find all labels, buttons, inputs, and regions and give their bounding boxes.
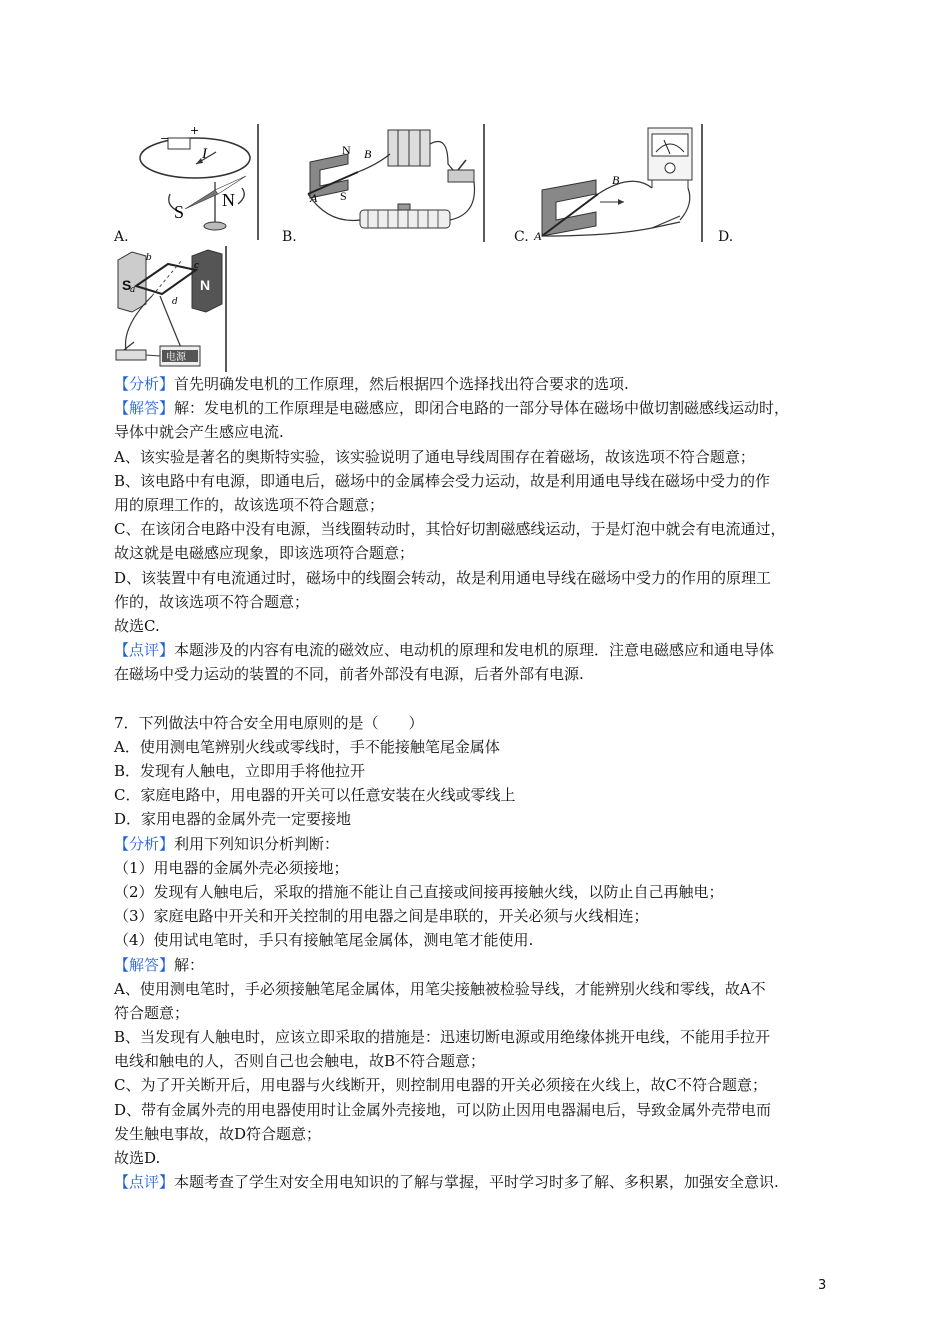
page-number: 3	[818, 1278, 827, 1293]
section-gap	[114, 686, 854, 710]
figure-b-a-label: A	[310, 191, 318, 205]
figure-b-label: B.	[282, 229, 297, 245]
q6-option-d-explanation-2: 作的，故该选项不符合题意；	[114, 592, 310, 611]
q7-comment-text: 本题考查了学生对安全用电知识的了解与掌握，平时学习时多了解、多积累，加强安全意识.	[174, 1173, 779, 1192]
q6-answer-line-1	[114, 396, 854, 420]
q6-answer-text-1: 解：发电机的工作原理是电磁感应，即闭合电路的一部分导体在磁场中做切割磁感线运动时，	[174, 399, 790, 418]
q7-option-d-explanation-2: 发生触电事故，故D符合题意；	[114, 1124, 322, 1143]
q6-option-d-explanation-1: D、该装置中有电流通过时，磁场中的线圈会转动，故是利用通电导线在磁场中受力的作用的原理工	[114, 568, 772, 587]
q6-option-c-explanation-2: 故这就是电磁感应现象，即该选项符合题意；	[114, 544, 415, 563]
figure-a-plus-label: +	[190, 124, 200, 137]
figure-a-current-label: I	[202, 146, 207, 162]
q6-option-b-explanation-1: B、该电路中有电源，即通电后，磁场中的金属棒会受力运动，故是利用通电导线在磁场中受力的作	[114, 471, 771, 490]
q6-analysis-tag: 【分析】	[114, 375, 175, 393]
q7-choice: 故选D.	[114, 1149, 161, 1167]
figure-a-minus-label: −	[160, 132, 170, 145]
q6-option-a-explanation: A、该实验是著名的奥斯特实验，该实验说明了通电导线周围存在着磁场，故该选项不符合题意；	[114, 447, 755, 466]
figure-d-n-label: N	[200, 277, 211, 293]
q7-option-c-explanation: C、为了开关断开后，用电器与火线断开，则控制用电器的开关必须接在火线上，故C不符合题意；	[114, 1076, 767, 1095]
q7-analysis-text: 利用下列知识分析判断：	[174, 834, 340, 853]
q6-choice: 故选C.	[114, 616, 160, 635]
q6-option-c-explanation-1: C、在该闭合电路中没有电源，当线圈转动时，其恰好切割磁感线运动，于是灯泡中就会有电流通过，	[114, 520, 786, 539]
q7-option-b-explanation-1: B、当发现有人触电时，应该立即采取的措施是：迅速切断电源或用绝缘体挑开电线，不能用手拉开	[114, 1028, 771, 1047]
q7-comment	[114, 1170, 854, 1194]
q6-comment-tag: 【点评】	[114, 641, 175, 660]
q6-analysis	[114, 372, 854, 396]
figure-a-n-label: N	[222, 190, 235, 210]
q7-comment-tag: 【点评】	[114, 1173, 175, 1192]
figure-a-s-label: S	[174, 202, 185, 222]
q6-answer-tag: 【解答】	[114, 399, 175, 418]
figure-d-label: D.	[718, 229, 734, 245]
q7-option-a-explanation-2: 符合题意；	[114, 1003, 190, 1022]
q7-point-2: （2）发现有人触电后，采取的措施不能让自己直接或间接再接触火线，以防止自己再触电；	[114, 882, 724, 901]
solution-text	[114, 372, 854, 1194]
q7-answer	[114, 953, 854, 977]
q6-analysis-text: 首先明确发电机的工作原理，然后根据四个选择找出符合要求的选项.	[174, 375, 629, 393]
figure-d-power-label: 电源	[166, 352, 186, 363]
figure-d-a-label: a	[130, 285, 136, 295]
figure-d-s-label: S	[122, 277, 132, 293]
q7-point-4: （4）使用试电笔时，手只有接触笔尾金属体，测电笔才能使用.	[114, 931, 534, 950]
figure-a-oersted	[130, 124, 268, 240]
q7-option-d-explanation-1: D、带有金属外壳的用电器使用时让金属外壳接地，可以防止因用电器漏电后，导致金属外壳带电而	[114, 1100, 772, 1119]
figure-c-a-label: A	[534, 229, 542, 242]
q7-point-3: （3）家庭电路中开关和开关控制的用电器之间是串联的，开关必须与火线相连；	[114, 907, 649, 926]
q7-option-d: D．家用电器的金属外壳一定要接地	[114, 810, 352, 829]
figure-b-n-label: N	[342, 143, 351, 157]
q7-analysis	[114, 832, 854, 856]
q7-option-b-explanation-2: 电线和触电的人，否则自己也会触电，故B不符合题意；	[114, 1052, 486, 1071]
q7-option-a: A．使用测电笔辨别火线或零线时，手不能接触笔尾金属体	[114, 737, 500, 756]
q7-analysis-tag: 【分析】	[114, 834, 175, 853]
q6-comment-text-1: 本题涉及的内容有电流的磁效应、电动机的原理和发电机的原理．注意电磁感应和通电导体	[174, 641, 775, 660]
q7-answer-tag: 【解答】	[114, 955, 175, 974]
figure-d-b-label: b	[146, 253, 152, 263]
figure-a-label: A.	[114, 229, 129, 245]
q7-option-b: B．发现有人触电，立即用手将他拉开	[114, 762, 366, 780]
q7-stem: 7．下列做法中符合安全用电原则的是（ ）	[114, 713, 424, 732]
figure-c-generator-principle	[532, 124, 708, 242]
figure-c-b-label: B	[612, 173, 620, 187]
q6-answer-line-2: 导体中就会产生感应电流.	[114, 423, 284, 442]
q7-answer-text: 解：	[174, 955, 205, 974]
q6-comment-line-2: 在磁场中受力运动的装置的不同，前者外部没有电源，后者外部有电源.	[114, 665, 584, 684]
q6-comment-line-1	[114, 638, 854, 662]
figure-b-s-label: S	[340, 189, 347, 203]
q7-option-c: C．家庭电路中，用电器的开关可以任意安装在火线或零线上	[114, 786, 516, 805]
q7-point-1: （1）用电器的金属外壳必须接地；	[114, 858, 349, 877]
figure-b-motor-principle	[298, 124, 490, 242]
figure-b-b-label: B	[364, 147, 372, 161]
figure-d-coil-motor	[112, 246, 230, 372]
figure-c-label: C.	[514, 229, 529, 245]
figure-d-d-label: d	[172, 297, 178, 307]
figure-d-c-label: c	[194, 261, 200, 271]
q6-option-b-explanation-2: 用的原理工作的，故该选项不符合题意；	[114, 495, 385, 514]
q7-option-a-explanation-1: A、使用测电笔时，手必须接触笔尾金属体，用笔尖接触被检验导线，才能辨别火线和零线，故A不	[114, 979, 766, 998]
